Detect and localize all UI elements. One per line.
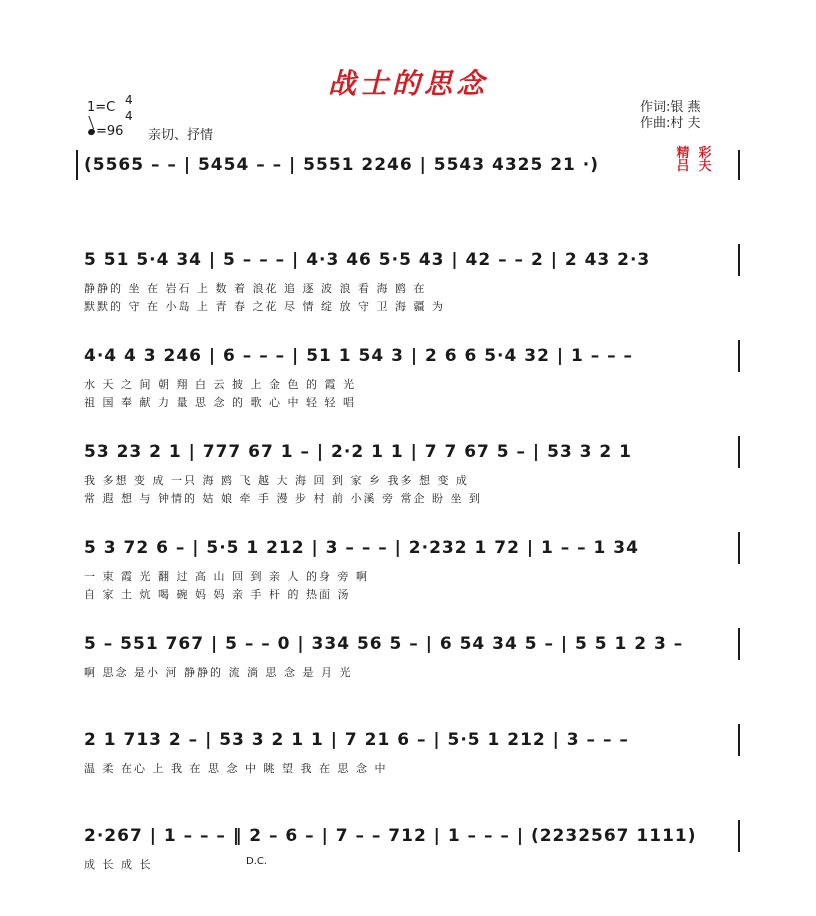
- tempo-value: =96: [96, 124, 124, 139]
- time-signature: [125, 92, 133, 124]
- lyricist: 作词:银 燕: [640, 100, 701, 115]
- lyrics-verse2-line-3: 祖 国 奉 献 力 量 思 念 的 歌 心 中 轻 轻 唱: [84, 396, 356, 409]
- staff-line-7: 2 1 713 2 – | 53 3 2 1 1 | 7 21 6 – | 5·5 1 212 | 3 – – –: [84, 730, 629, 750]
- lyrics-verse1-line-4: 我 多想 变 成 一只 海 鸥 飞 越 大 海 回 到 家 乡 我多 想 变 成: [84, 474, 469, 487]
- da-capo-marking: D.C.: [246, 856, 268, 867]
- system-start-bar: [76, 150, 78, 180]
- lyrics-verse2-line-5: 自 家 土 炕 喝 碗 妈 妈 亲 手 杆 的 热面 汤: [84, 588, 351, 601]
- time-signature-bottom: 4: [125, 109, 133, 123]
- seal-char-2: 彩: [698, 146, 712, 161]
- staff-line-2: 5 51 5·4 34 | 5 – – – | 4·3 46 5·5 43 | 42 – – 2 | 2 43 2·3: [84, 250, 651, 270]
- staff-line-8: 2·267 | 1 – – – ‖ 2 – 6 – | 7 – – 712 | 1 – – – | (2232567 1111): [84, 826, 697, 846]
- tempo-marking: [88, 124, 123, 139]
- composer: 作曲:村 夫: [640, 116, 701, 131]
- lyrics-verse1-line-8: 成 长 成 长: [84, 858, 153, 871]
- expression-marking: 亲切、抒情: [148, 128, 214, 143]
- staff-line-1: (5565 – – | 5454 – – | 5551 2246 | 5543 4325 21 ·): [84, 155, 600, 175]
- seal-char-1: 精: [676, 146, 690, 161]
- staff-line-6: 5 – 551 767 | 5 – – 0 | 334 56 5 – | 6 54 34 5 – | 5 5 1 2 3 –: [84, 634, 684, 654]
- seal-char-3: 吕: [676, 159, 690, 174]
- staff-line-3: 4·4 4 3 246 | 6 – – – | 51 1 54 3 | 2 6 6 5·4 32 | 1 – – –: [84, 346, 634, 366]
- lyrics-verse2-line-2: 默默的 守 在 小岛 上 青 春 之花 尽 情 绽 放 守 卫 海 疆 为: [84, 300, 445, 313]
- lyrics-verse1-line-2: 静静的 坐 在 岩石 上 数 着 浪花 追 逐 波 浪 看 海 鸥 在: [84, 282, 427, 295]
- lyrics-verse1-line-3: 水 天 之 间 朝 翔 白 云 披 上 金 色 的 霞 光: [84, 378, 356, 391]
- key-signature: 1=C: [87, 100, 116, 115]
- time-signature-top: 4: [125, 93, 133, 107]
- lyrics-verse2-line-4: 常 遐 想 与 钟情的 姑 娘 牵 手 漫 步 村 前 小溪 旁 常企 盼 坐 到: [84, 492, 482, 505]
- seal-char-4: 夫: [698, 159, 712, 174]
- credits: [640, 100, 701, 132]
- staff-line-5: 5 3 72 6 – | 5·5 1 212 | 3 – – – | 2·232 1 72 | 1 – – 1 34: [84, 538, 639, 558]
- staff-line-4: 53 23 2 1 | 777 67 1 – | 2·2 1 1 | 7 7 67 5 – | 53 3 2 1: [84, 442, 632, 462]
- lyrics-verse1-line-5: 一 束 霞 光 翻 过 高 山 回 到 亲 人 的身 旁 啊: [84, 570, 369, 583]
- lyrics-verse1-line-6: 啊 思念 是小 河 静静的 流 淌 思 念 是 月 光: [84, 666, 353, 679]
- quarter-note-icon: [87, 128, 96, 136]
- lyrics-verse1-line-7: 温 柔 在心 上 我 在 思 念 中 眺 望 我 在 思 念 中: [84, 762, 388, 775]
- song-title: 战士的思念: [327, 67, 488, 100]
